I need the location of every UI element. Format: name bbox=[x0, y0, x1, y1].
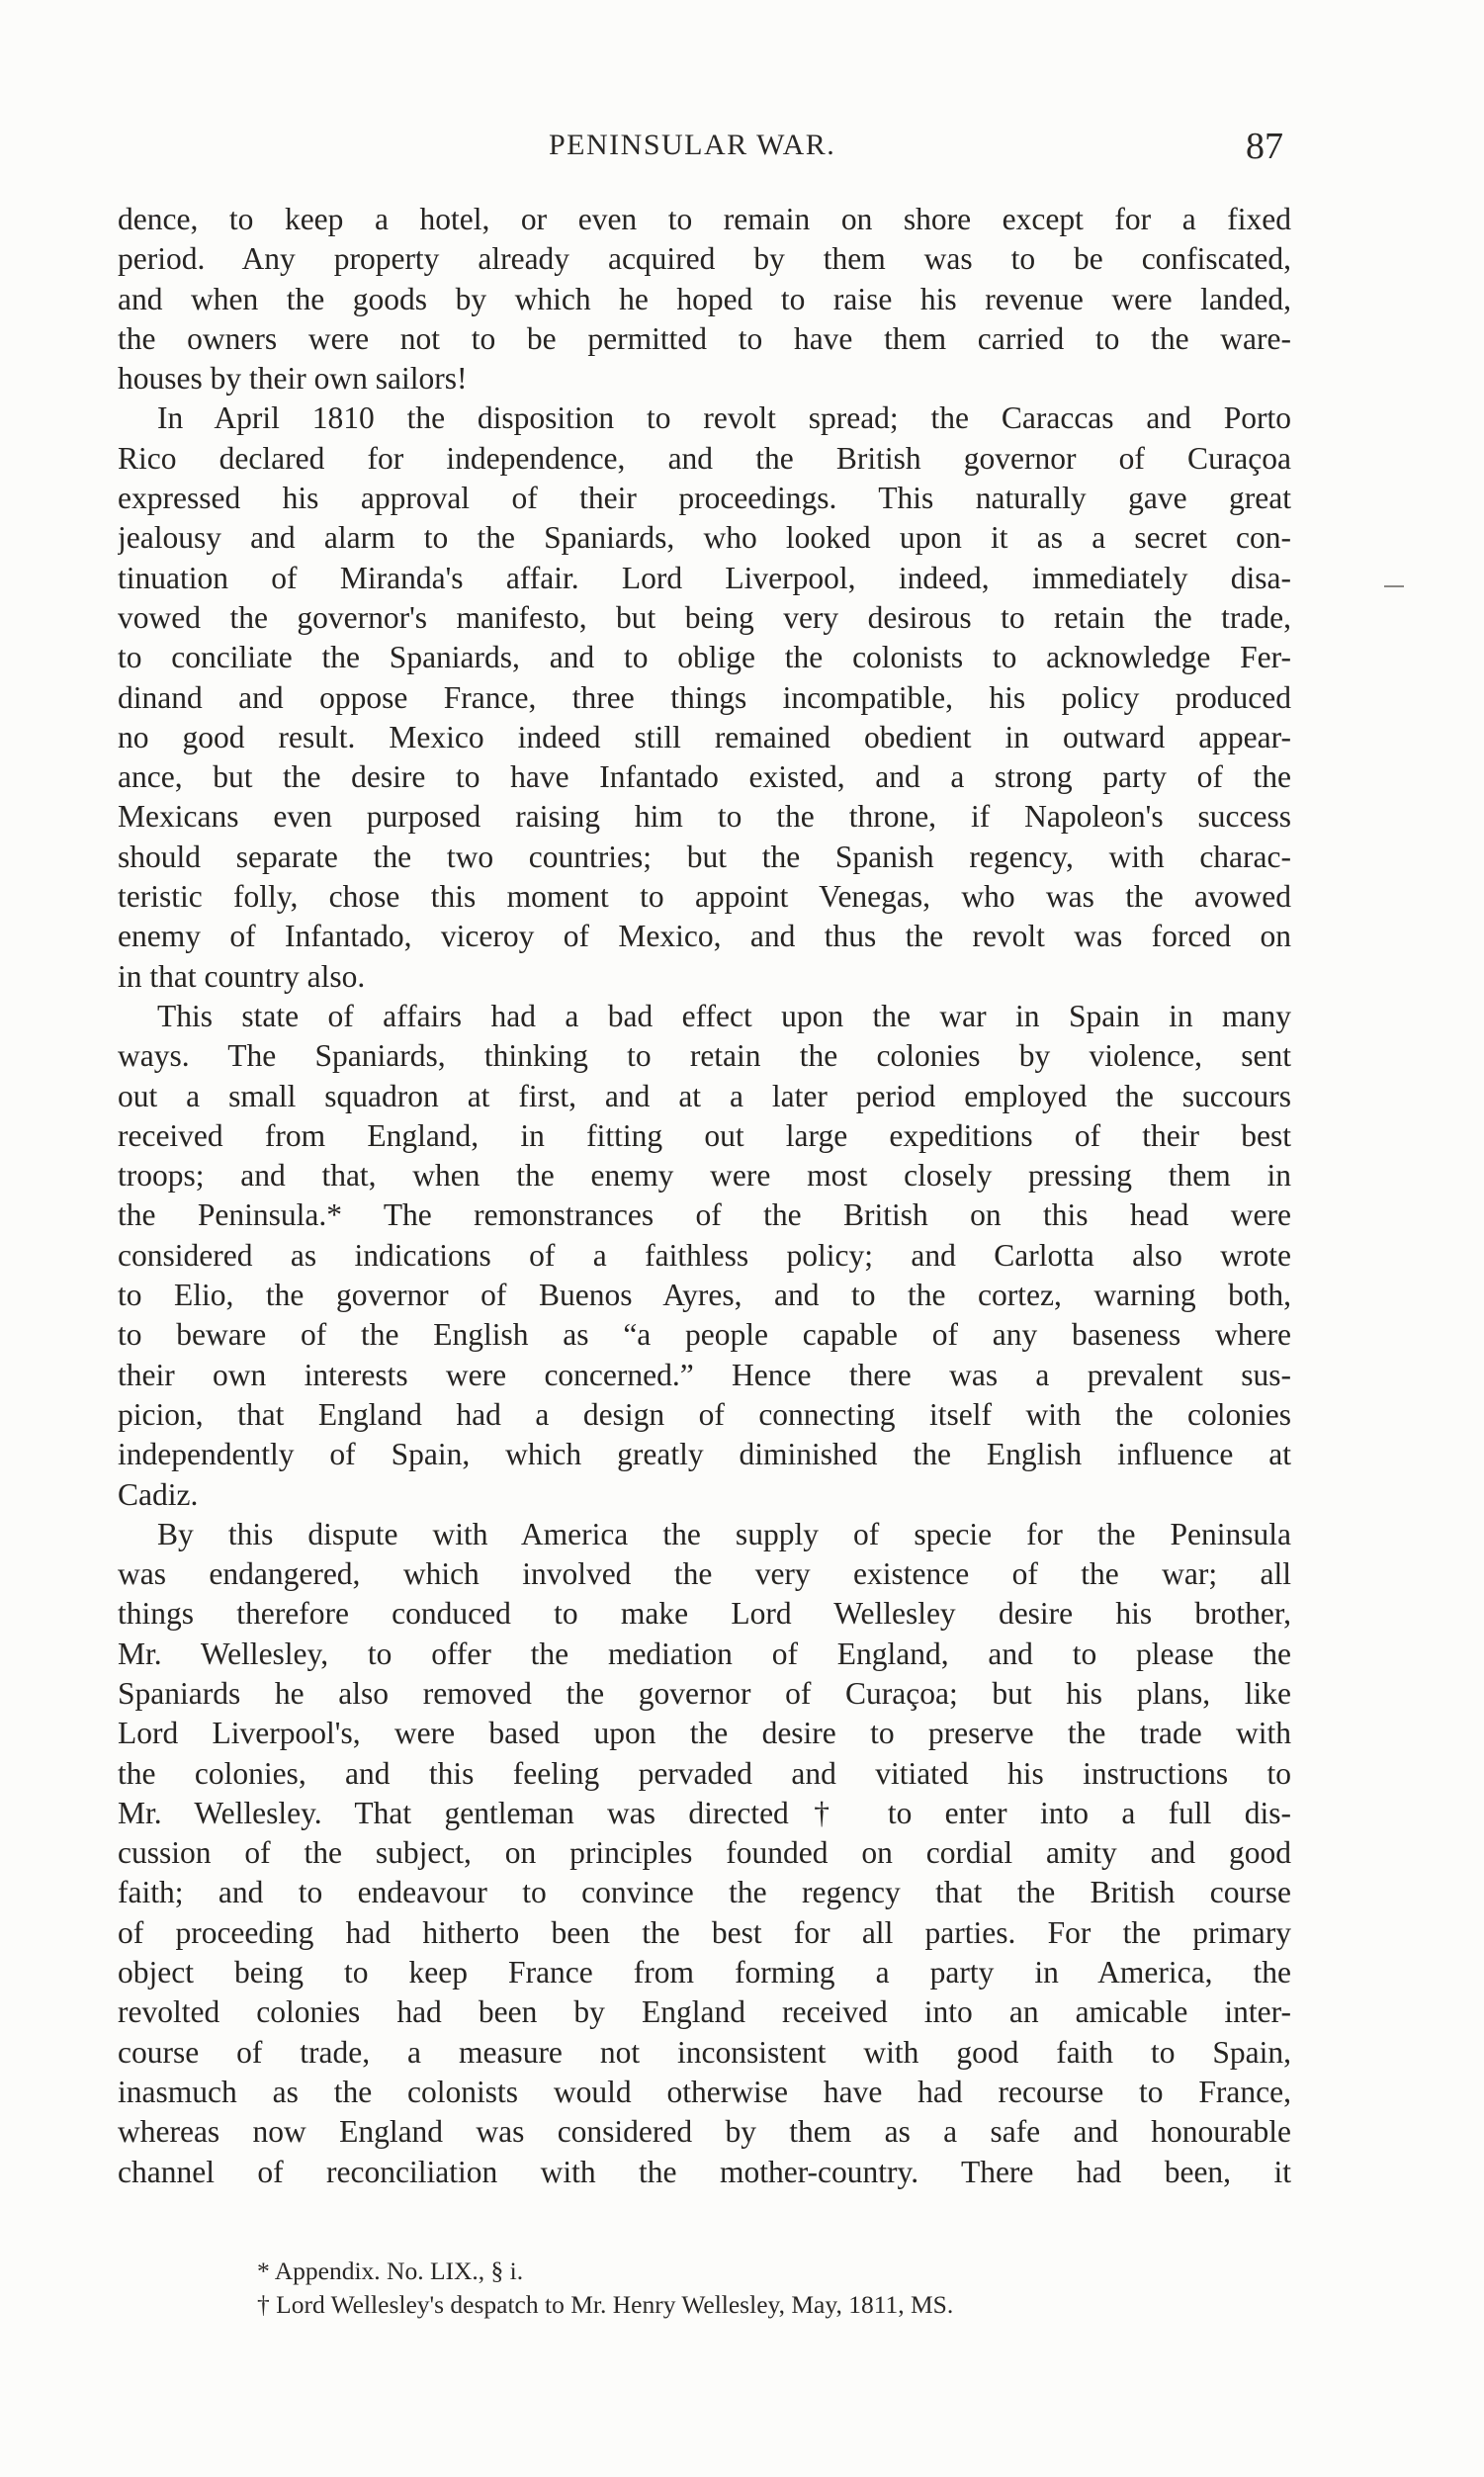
text-line: no good result. Mexico indeed still remained obedient in outward appear- bbox=[118, 719, 1291, 754]
text-line: channel of reconciliation with the mother-country. There had been, it bbox=[118, 2154, 1291, 2189]
text-line: tinuation of Miranda's affair. Lord Liverpool, indeed, immediately disa- bbox=[118, 560, 1291, 595]
paragraph-first-line: By this dispute with America the supply of specie for the Peninsula bbox=[157, 1516, 1291, 1551]
text-line: period. Any property already acquired by them was to be confiscated, bbox=[118, 241, 1291, 277]
text-line: Rico declared for independence, and the British governor of Curaçoa bbox=[118, 440, 1291, 476]
running-title: PENINSULAR WAR. bbox=[549, 129, 836, 161]
text-line: picion, that England had a design of connecting itself with the colonies bbox=[118, 1396, 1291, 1432]
running-head bbox=[0, 125, 1484, 172]
text-line: the colonies, and this feeling pervaded and vitiated his instructions to bbox=[118, 1755, 1291, 1791]
text-line: ways. The Spaniards, thinking to retain the colonies by violence, sent bbox=[118, 1038, 1291, 1074]
text-line: independently of Spain, which greatly diminished the English influence at bbox=[118, 1437, 1291, 1472]
paragraph-first-line: In April 1810 the disposition to revolt spread; the Caraccas and Porto bbox=[157, 400, 1291, 436]
text-line: faith; and to endeavour to convince the regency that the British course bbox=[118, 1875, 1291, 1910]
text-line: received from England, in fitting out large expeditions of their best bbox=[118, 1117, 1291, 1153]
text-line: inasmuch as the colonists would otherwise have had recourse to France, bbox=[118, 2074, 1291, 2109]
paragraph-first-line: This state of affairs had a bad effect upon the war in Spain in many bbox=[157, 998, 1291, 1033]
text-line: ance, but the desire to have Infantado existed, and a strong party of the bbox=[118, 759, 1291, 795]
text-line: the Peninsula.* The remonstrances of the British on this head were bbox=[118, 1197, 1291, 1233]
text-line: Mr. Wellesley, to offer the mediation of England, and to please the bbox=[118, 1636, 1291, 1671]
text-line: Cadiz. bbox=[118, 1476, 199, 1512]
footnote-despatch: † Lord Wellesley's despatch to Mr. Henry Wellesley, May, 1811, MS. bbox=[257, 2290, 954, 2319]
text-line: to conciliate the Spaniards, and to oblige the colonists to acknowledge Fer- bbox=[118, 640, 1291, 675]
text-line: of proceeding had hitherto been the best for all parties. For the primary bbox=[118, 1914, 1291, 1950]
text-line: vowed the governor's manifesto, but being very desirous to retain the trade, bbox=[118, 599, 1291, 635]
text-line: expressed his approval of their proceedings. This naturally gave great bbox=[118, 481, 1291, 516]
text-line: cussion of the subject, on principles founded on cordial amity and good bbox=[118, 1835, 1291, 1871]
text-line: object being to keep France from forming a party in America, the bbox=[118, 1955, 1291, 1990]
text-line: should separate the two countries; but the Spanish regency, with charac- bbox=[118, 839, 1291, 874]
text-line: and when the goods by which he hoped to raise his revenue were landed, bbox=[118, 281, 1291, 316]
text-line: revolted colonies had been by England received into an amicable inter- bbox=[118, 1994, 1291, 2030]
text-line: the owners were not to be permitted to have them carried to the ware- bbox=[118, 320, 1291, 356]
text-line: Mexicans even purposed raising him to the throne, if Napoleon's success bbox=[118, 799, 1291, 835]
text-line: their own interests were concerned.” Hence there was a prevalent sus- bbox=[118, 1357, 1291, 1392]
page-number: 87 bbox=[1246, 126, 1283, 167]
text-line: out a small squadron at first, and at a later period employed the succours bbox=[118, 1078, 1291, 1113]
text-line: dence, to keep a hotel, or even to remain on shore except for a fixed bbox=[118, 202, 1291, 236]
text-line: Spaniards he also removed the governor of Curaçoa; but his plans, like bbox=[118, 1675, 1291, 1711]
text-line: enemy of Infantado, viceroy of Mexico, and thus the revolt was forced on bbox=[118, 919, 1291, 954]
text-line: troops; and that, when the enemy were most closely pressing them in bbox=[118, 1158, 1291, 1194]
text-line: Lord Liverpool's, were based upon the desire to preserve the trade with bbox=[118, 1716, 1291, 1751]
text-line: was endangered, which involved the very existence of the war; all bbox=[118, 1556, 1291, 1592]
margin-dash-mark bbox=[1384, 585, 1404, 587]
text-line: dinand and oppose France, three things incompatible, his policy produced bbox=[118, 679, 1291, 715]
text-line: to Elio, the governor of Buenos Ayres, and to the cortez, warning both, bbox=[118, 1278, 1291, 1313]
text-line: considered as indications of a faithless policy; and Carlotta also wrote bbox=[118, 1237, 1291, 1273]
body-text bbox=[118, 200, 1291, 2192]
text-line: Mr. Wellesley. That gentleman was directed† to enter into a full dis- bbox=[118, 1795, 1291, 1830]
text-line: jealousy and alarm to the Spaniards, who looked upon it as a secret con- bbox=[118, 520, 1291, 556]
text-line: to beware of the English as “a people capable of any baseness where bbox=[118, 1317, 1291, 1353]
text-line: teristic folly, chose this moment to appoint Venegas, who was the avowed bbox=[118, 879, 1291, 915]
text-line: things therefore conduced to make Lord Wellesley desire his brother, bbox=[118, 1596, 1291, 1632]
text-line: houses by their own sailors! bbox=[118, 361, 468, 397]
text-line: in that country also. bbox=[118, 958, 366, 994]
text-line: course of trade, a measure not inconsistent with good faith to Spain, bbox=[118, 2034, 1291, 2070]
text-line: whereas now England was considered by them as a safe and honourable bbox=[118, 2114, 1291, 2150]
footnotes bbox=[257, 2255, 1246, 2322]
footnote-appendix: * Appendix. No. LIX., § i. bbox=[257, 2256, 524, 2285]
